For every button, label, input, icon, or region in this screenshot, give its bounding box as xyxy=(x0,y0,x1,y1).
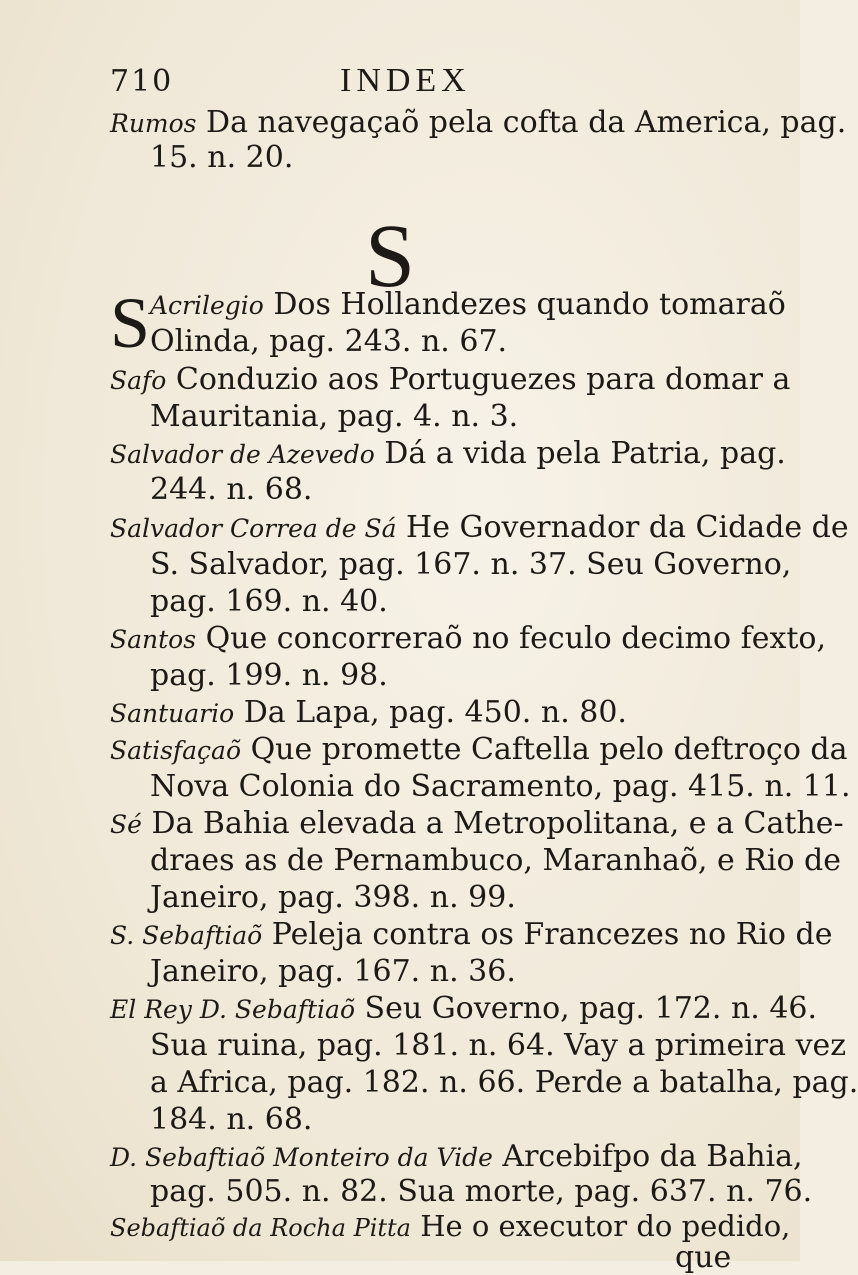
entry-term: El Rey D. Sebaftiaõ xyxy=(110,995,356,1024)
entry-text: Da Bahia elevada a Metropolitana, e a Cathe- xyxy=(141,806,844,841)
entry-term: Santuario xyxy=(110,699,235,728)
catchword: que xyxy=(675,1240,732,1275)
entry-term: Rumos xyxy=(110,109,197,138)
entry-continuation: Janeiro, pag. 167. n. 36. xyxy=(150,954,516,989)
entry-term: Sebaftiaõ da Rocha Pitta xyxy=(110,1214,411,1242)
entry-text: Da Lapa, pag. 450. n. 80. xyxy=(234,695,627,730)
entry-satisfacao xyxy=(110,732,848,767)
entry-monteiro-vide xyxy=(110,1139,803,1174)
entry-term: Salvador de Azevedo xyxy=(110,440,375,469)
entry-term: Safo xyxy=(110,366,167,395)
entry-rocha-pitta xyxy=(110,1209,791,1243)
entry-rumos xyxy=(110,105,847,140)
entry-text: Da navegaçaõ pela cofta da America, pag. xyxy=(196,105,847,140)
entry-text: Que concorreraõ no feculo decimo fexto, xyxy=(196,621,827,656)
entry-continuation: 244. n. 68. xyxy=(150,472,313,507)
entry-term: Satisfaçaõ xyxy=(110,736,242,765)
entry-text: Peleja contra os Francezes no Rio de xyxy=(262,917,833,952)
entry-el-rey-sebastiao xyxy=(110,991,818,1026)
entry-term: Acrilegio xyxy=(150,291,264,320)
entry-salvador-correa xyxy=(110,510,849,545)
entry-santuario xyxy=(110,695,627,730)
page-header xyxy=(110,62,710,102)
entry-salvador-azevedo xyxy=(110,436,786,471)
entry-continuation: a Africa, pag. 182. n. 66. Perde a batalha, pag. xyxy=(150,1065,858,1100)
entry-s-sebastiao xyxy=(110,917,833,952)
page-number: 710 xyxy=(110,64,174,99)
entry-continuation: pag. 169. n. 40. xyxy=(150,584,388,619)
entry-text: Conduzio aos Portuguezes para domar a xyxy=(166,362,791,397)
entry-continuation: Mauritania, pag. 4. n. 3. xyxy=(150,399,519,434)
entry-term: S. Sebaftiaõ xyxy=(110,921,263,950)
entry-term: D. Sebaftiaõ Monteiro da Vide xyxy=(110,1143,493,1172)
entry-text: He Governador da Cidade de xyxy=(396,510,849,545)
entry-continuation: Sua ruina, pag. 181. n. 64. Vay a primeira vez xyxy=(150,1028,847,1063)
entry-continuation: Janeiro, pag. 398. n. 99. xyxy=(150,880,516,915)
entry-continuation: 15. n. 20. xyxy=(150,140,294,175)
entry-continuation: Olinda, pag. 243. n. 67. xyxy=(150,324,508,359)
entry-sacrilegio xyxy=(150,287,786,322)
entry-text: He o executor do pedido, xyxy=(410,1209,791,1243)
entry-santos xyxy=(110,621,827,656)
entry-text: Que promette Caftella pelo deftroço da xyxy=(241,732,848,767)
entry-term: Salvador Correa de Sá xyxy=(110,514,397,543)
entry-continuation: pag. 505. n. 82. Sua morte, pag. 637. n. 76. xyxy=(150,1174,813,1209)
drop-cap: S xyxy=(110,283,151,363)
running-head: INDEX xyxy=(340,62,471,99)
entry-term: Santos xyxy=(110,625,197,654)
entry-text: Dá a vida pela Patria, pag. xyxy=(374,436,786,471)
entry-text: Dos Hollandezes quando tomaraõ xyxy=(263,287,786,322)
entry-continuation: 184. n. 68. xyxy=(150,1102,313,1137)
entry-se xyxy=(110,806,844,841)
entry-continuation: draes as de Pernambuco, Maranhaõ, e Rio de xyxy=(150,843,841,878)
entry-term: Sé xyxy=(110,810,142,839)
entry-continuation: S. Salvador, pag. 167. n. 37. Seu Governo, xyxy=(150,547,792,582)
section-letter: S xyxy=(365,207,416,306)
entry-safo xyxy=(110,362,791,397)
entry-continuation: pag. 199. n. 98. xyxy=(150,658,388,693)
entry-continuation: Nova Colonia do Sacramento, pag. 415. n. 11. xyxy=(150,769,851,804)
entry-text: Arcebifpo da Bahia, xyxy=(492,1139,803,1174)
entry-text: Seu Governo, pag. 172. n. 46. xyxy=(355,991,818,1026)
